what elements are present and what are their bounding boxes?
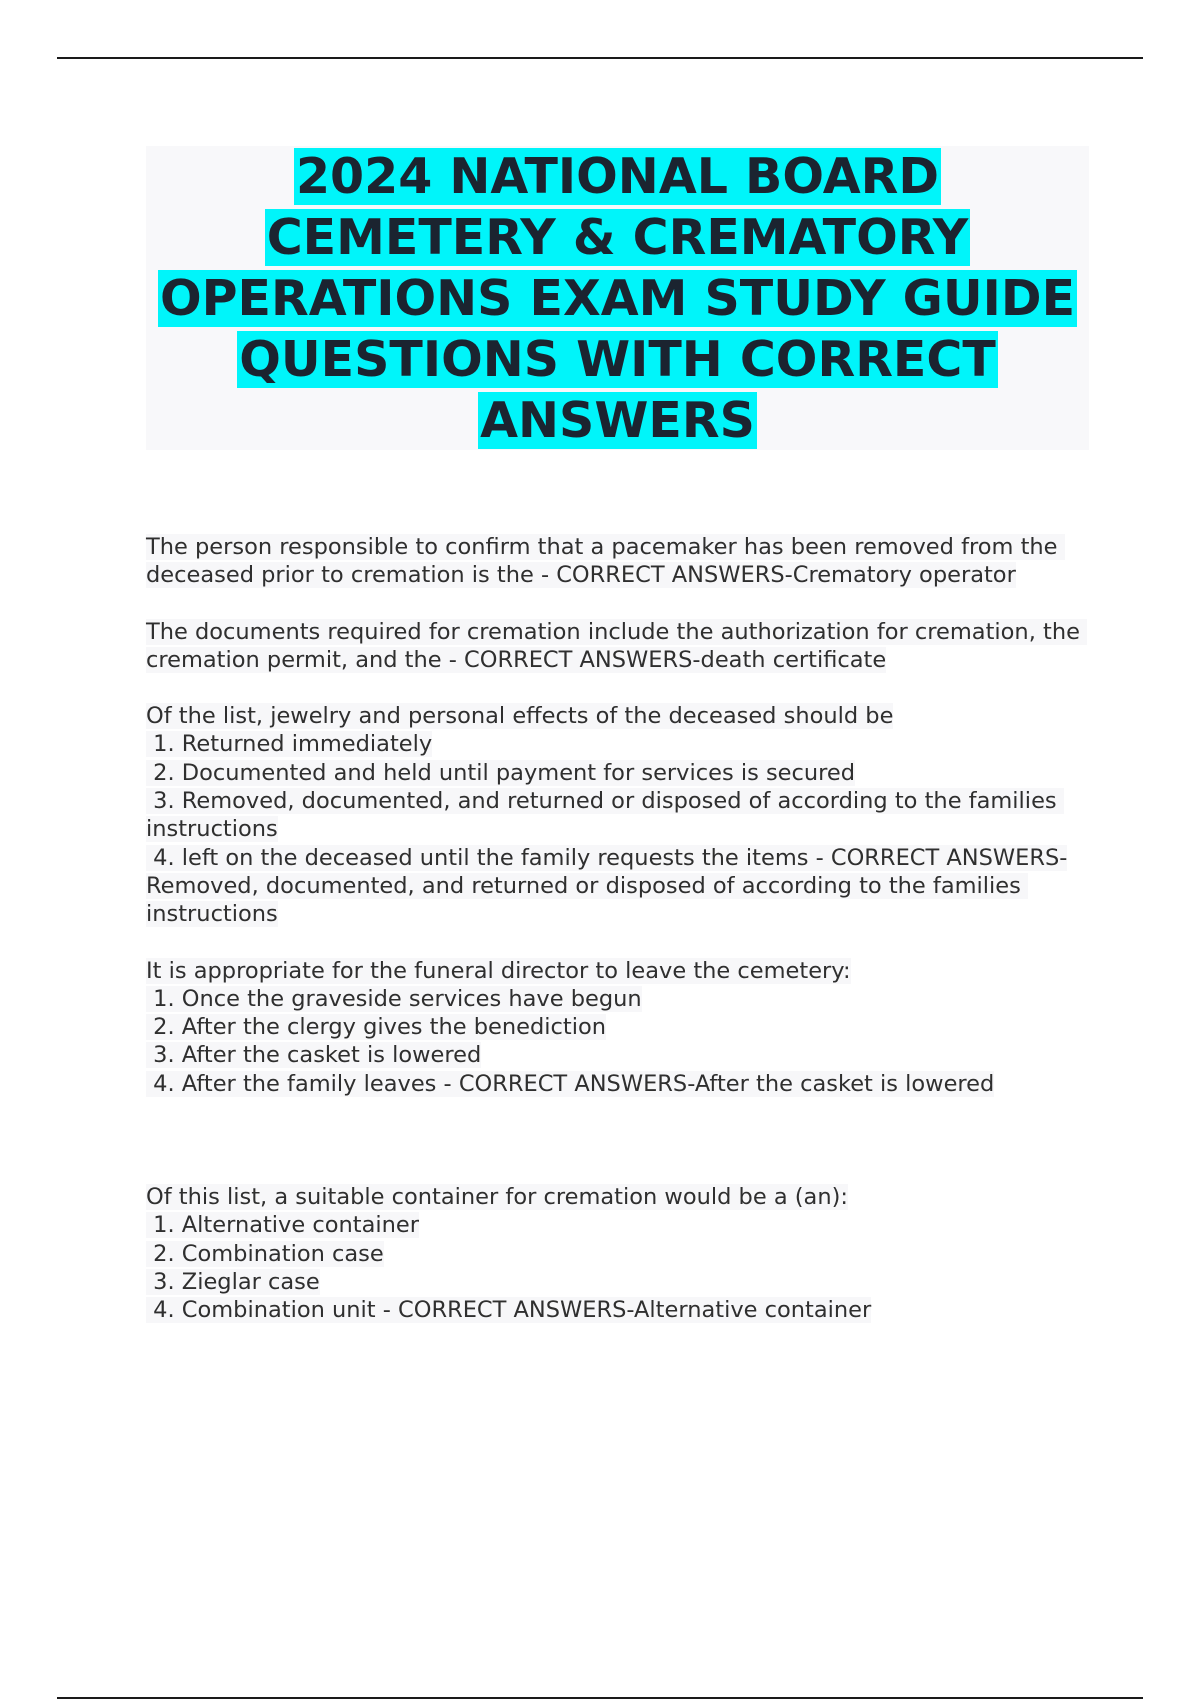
document-title-text: 2024 NATIONAL BOARD CEMETERY & CREMATORY OPERATIONS EXAM STUDY GUIDE QUESTIONS WITH CORRECT ANSWERS — [159, 148, 1076, 449]
question-item-1 — [146, 533, 1106, 590]
title-block — [146, 146, 1089, 450]
question-text: Of this list, a suitable container for cremation would be a (an): 1. Alternative container 2. Combination case 3. Zieglar case 4. Combination unit - CORRECT ANSWERS-Alternative container — [146, 1184, 872, 1324]
question-text: The person responsible to confirm that a pacemaker has been removed from the deceased prior to cremation is the - CORRECT ANSWERS-Crematory operator — [146, 534, 1065, 589]
question-text: Of the list, jewelry and personal effects of the deceased should be 1. Returned immediately 2. Documented and held until payment for services is secured 3. Removed, documented, and returned or disposed of according to the families instructions 4. left on the deceased until the family requests the items - CORRECT ANSWERS-Removed, documented, and returned or disposed of according to the families instructions — [146, 703, 1068, 928]
question-item-3 — [146, 702, 1106, 928]
header-rule — [57, 57, 1143, 59]
footer-rule — [57, 1697, 1143, 1699]
question-list — [146, 533, 1106, 1325]
question-item-2 — [146, 618, 1106, 675]
question-item-4 — [146, 957, 1106, 1098]
question-text: The documents required for cremation include the authorization for cremation, the cremation permit, and the - CORRECT ANSWERS-death certificate — [146, 618, 1088, 673]
question-text: It is appropriate for the funeral director to leave the cemetery: 1. Once the graveside services have begun 2. After the clergy gives the benediction 3. After the casket is lowered 4. After the family leaves - CORRECT ANSWERS-After the casket is lowered — [146, 957, 995, 1097]
question-item-5 — [146, 1183, 1106, 1324]
document-title — [146, 146, 1089, 451]
